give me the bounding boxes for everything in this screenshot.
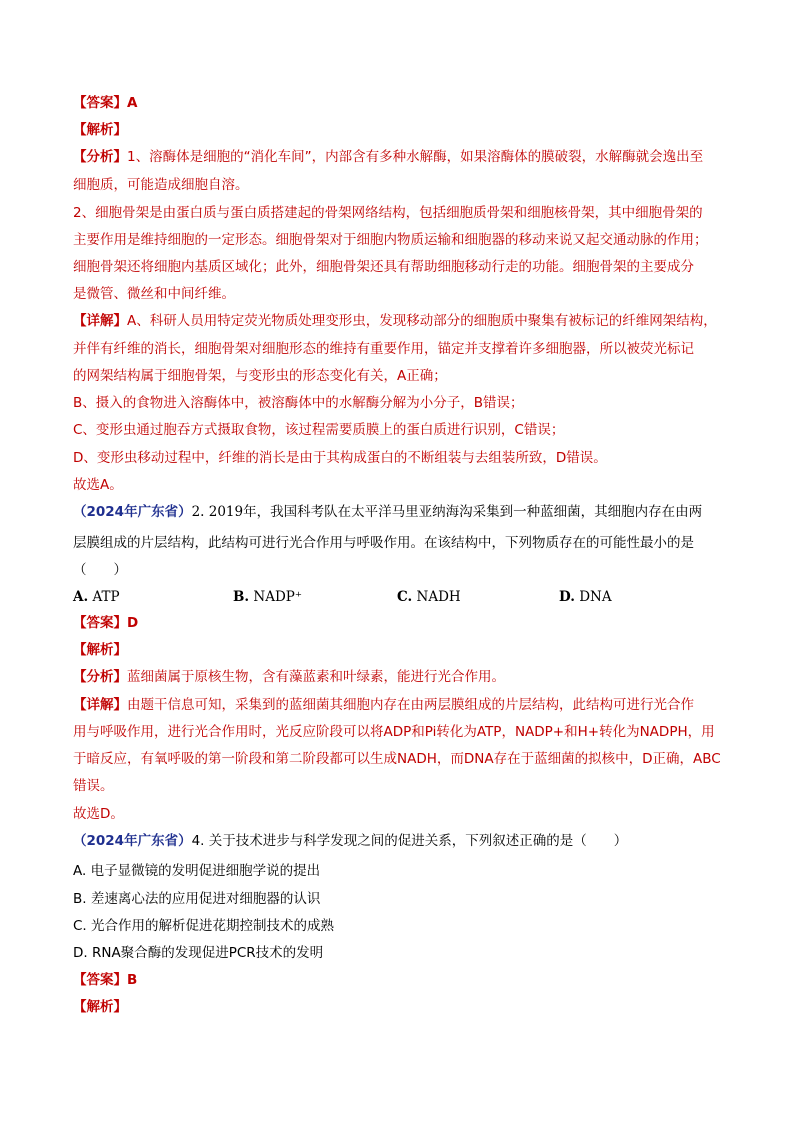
question2-option-d (559, 588, 612, 606)
answer-label: 【答案】 (73, 972, 127, 988)
choose-1: 故选A。 (73, 477, 123, 493)
xiangjie2-line-4: 错误。 (73, 778, 114, 794)
option-b-explain: B、摄入的食物进入溶酶体中，被溶酶体中的水解酶分解为小分子，B错误； (73, 395, 524, 411)
fenxi-label: 【分析】 (73, 149, 127, 165)
question2-line-1 (73, 503, 723, 521)
xiangjie-line-2: 并伴有纤维的消长，细胞骨架对细胞形态的维持有重要作用，锚定并支撑着许多细胞器，所以被荧光标记 (73, 341, 694, 357)
xiangjie-text: A、科研人员用特定荧光物质处理变形虫，发现移动部分的细胞质中聚集有被标记的纤维网架结构， (127, 313, 717, 329)
question2-option-a (73, 588, 120, 606)
option-d-explain: D、变形虫移动过程中，纤维的消长是由于其构成蛋白的不断组装与去组装所致，D错误。 (73, 450, 607, 466)
option-key: D. (559, 589, 575, 605)
question2-option-c (397, 588, 461, 606)
analysis-label-1: 【解析】 (73, 122, 127, 138)
option-key: A. (73, 589, 89, 605)
fenxi-label: 【分析】 (73, 669, 127, 685)
fenxi-2 (73, 668, 723, 686)
question2-paren: （ ） (73, 562, 127, 578)
point2-line-2: 主要作用是维持细胞的一定形态。细胞骨架对于细胞内物质运输和细胞器的移动来说又起交通动脉的作用； (73, 232, 708, 248)
question4-option-c: C. 光合作用的解析促进花期控制技术的成熟 (73, 918, 335, 934)
option-text: NADP⁺ (253, 589, 303, 605)
question2-option-b (233, 588, 302, 606)
point2-line-3: 细胞骨架还将细胞内基质区域化；此外，细胞骨架还具有帮助细胞移动行走的功能。细胞骨架的主要成分 (73, 259, 694, 275)
option-text: ATP (92, 589, 120, 605)
answer-row-2 (73, 614, 723, 632)
choose-2: 故选D。 (73, 806, 124, 822)
answer-row-1 (73, 94, 723, 112)
question4-option-d: D. RNA聚合酶的发现促进PCR技术的发明 (73, 945, 324, 961)
point2-line-1: 2、细胞骨架是由蛋白质与蛋白质搭建起的骨架网络结构，包括细胞质骨架和细胞核骨架，其中细胞骨架的 (73, 205, 703, 221)
xiangjie2-line-3: 于暗反应，有氧呼吸的第一阶段和第二阶段都可以生成NADH，而DNA存在于蓝细菌的拟核中，D正确，ABC (73, 751, 721, 767)
analysis-label-4: 【解析】 (73, 999, 127, 1015)
point2-line-4: 是微管、微丝和中间纤维。 (73, 286, 235, 302)
xiangjie2-line-1 (73, 696, 723, 714)
option-c-explain: C、变形虫通过胞吞方式摄取食物，该过程需要质膜上的蛋白质进行识别，C错误； (73, 422, 565, 438)
question2-line-2: 层膜组成的片层结构，此结构可进行光合作用与呼吸作用。在该结构中，下列物质存在的可能性最小的是 (73, 535, 694, 551)
xiangjie-line-1 (73, 312, 723, 330)
fenxi-line-1 (73, 148, 723, 166)
xiangjie-text: 由题干信息可知，采集到的蓝细菌其细胞内存在由两层膜组成的片层结构，此结构可进行光合作 (127, 697, 694, 713)
fenxi-text: 蓝细菌属于原核生物，含有藻蓝素和叶绿素，能进行光合作用。 (127, 669, 505, 685)
xiangjie2-line-2: 用与呼吸作用，进行光合作用时，光反应阶段可以将ADP和Pi转化为ATP，NADP+和H+转化为NADPH，用 (73, 724, 715, 740)
option-key: B. (233, 589, 250, 605)
option-text: NADH (416, 589, 461, 605)
fenxi-text: 1、溶酶体是细胞的“消化车间”，内部含有多种水解酶，如果溶酶体的膜破裂，水解酶就会逸出至 (127, 149, 704, 165)
option-key: C. (397, 589, 413, 605)
answer-label: 【答案】 (73, 95, 127, 111)
question4-stem: 4. 关于技术进步与科学发现之间的促进关系，下列叙述正确的是（ ） (191, 833, 628, 849)
question2-source: （2024年广东省） (73, 504, 192, 520)
answer-row-4 (73, 971, 723, 989)
fenxi-line-2: 细胞质，可能造成细胞自溶。 (73, 177, 249, 193)
question4-option-a: A. 电子显微镜的发明促进细胞学说的提出 (73, 863, 321, 879)
question4-stem-line (73, 832, 723, 850)
answer-value: A (127, 95, 138, 111)
analysis-label-2: 【解析】 (73, 642, 127, 658)
option-text: DNA (579, 589, 612, 605)
answer-label: 【答案】 (73, 615, 127, 631)
answer-value: D (127, 615, 139, 631)
xiangjie-label: 【详解】 (73, 697, 127, 713)
xiangjie-line-3: 的网架结构属于细胞骨架，与变形虫的形态变化有关，A正确； (73, 368, 447, 384)
answer-value: B (127, 972, 138, 988)
question4-option-b: B. 差速离心法的应用促进对细胞器的认识 (73, 891, 321, 907)
xiangjie-label: 【详解】 (73, 313, 127, 329)
question4-source: （2024年广东省） (73, 833, 192, 849)
question2-stem: 2. 2019年，我国科考队在太平洋马里亚纳海沟采集到一种蓝细菌，其细胞内存在由两 (191, 504, 703, 520)
